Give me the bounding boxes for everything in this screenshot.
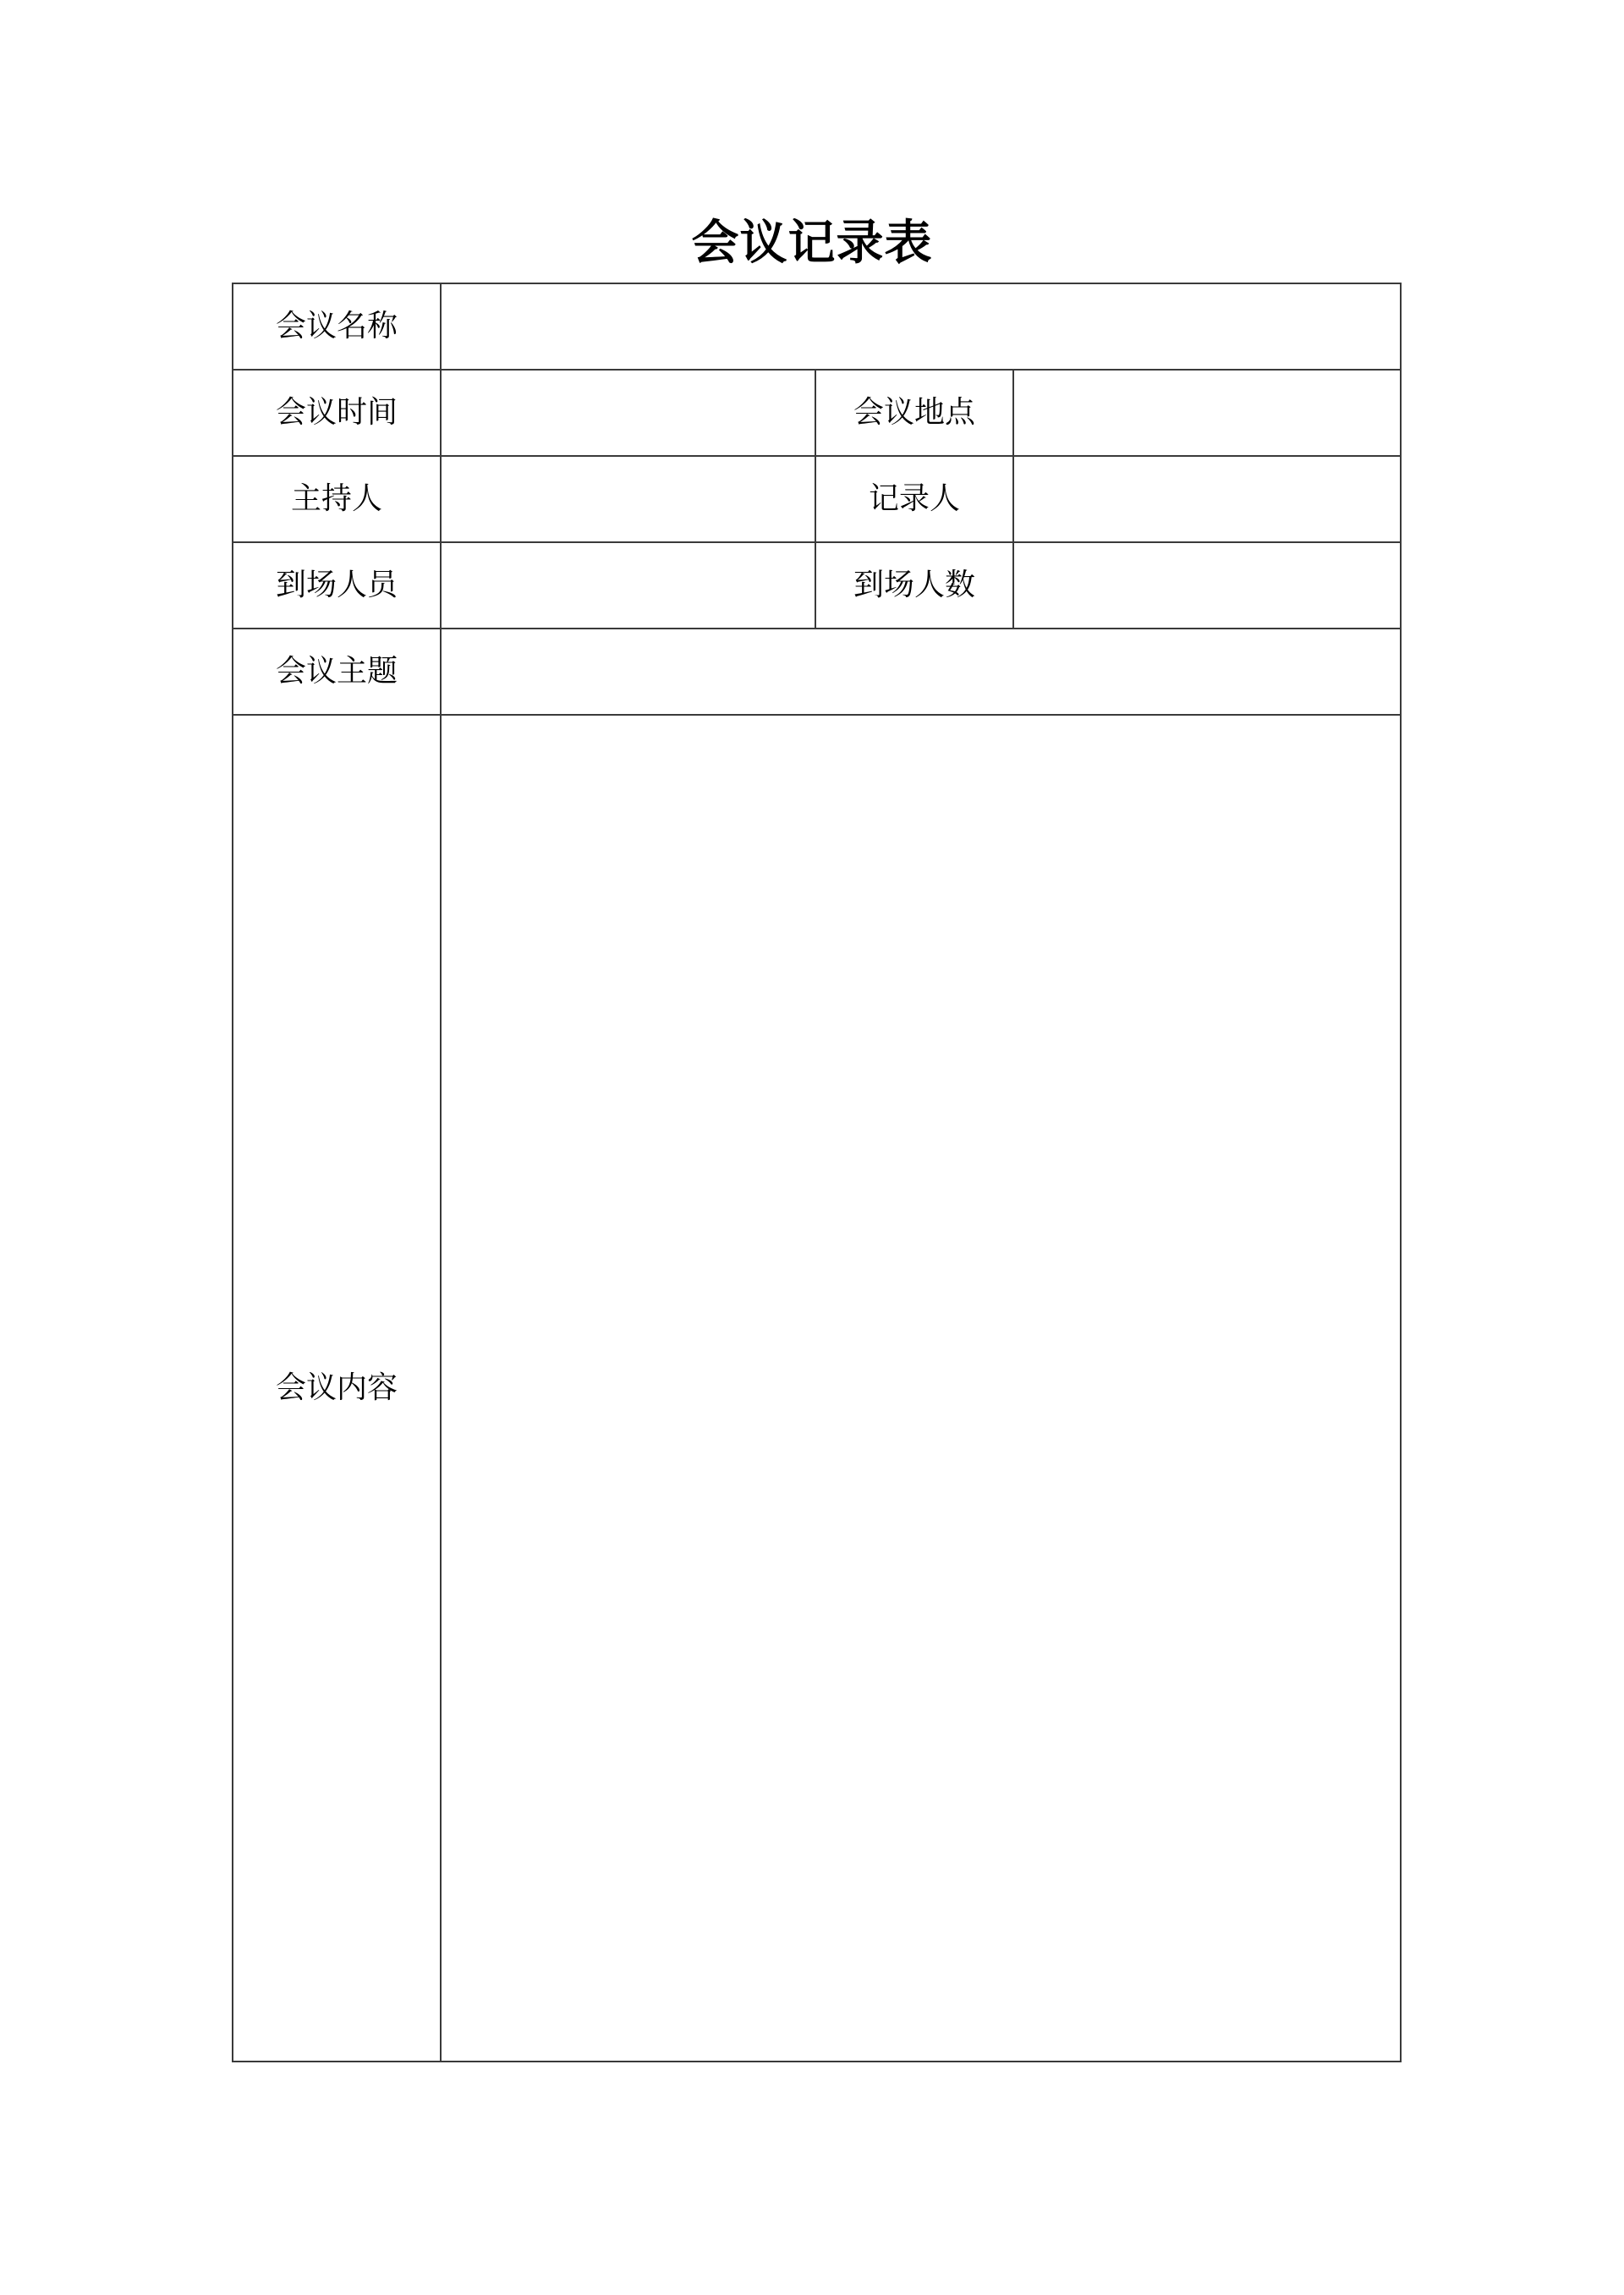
meeting-place-label: 会议地点 — [815, 370, 1013, 456]
meeting-time-label: 会议时间 — [233, 370, 441, 456]
attendees-field[interactable] — [441, 542, 815, 629]
row-meeting-content — [233, 715, 1401, 2062]
host-field[interactable] — [441, 456, 815, 542]
meeting-name-field[interactable] — [441, 283, 1401, 370]
attendee-count-label: 到场人数 — [815, 542, 1013, 629]
row-meeting-topic — [233, 629, 1401, 715]
row-host-recorder — [233, 456, 1401, 542]
meeting-content-field[interactable] — [441, 715, 1401, 2062]
row-time-place — [233, 370, 1401, 456]
attendee-count-field[interactable] — [1013, 542, 1401, 629]
recorder-field[interactable] — [1013, 456, 1401, 542]
document-title: 会议记录表 — [691, 216, 933, 271]
meeting-content-label: 会议内容 — [233, 715, 441, 2062]
meeting-topic-field[interactable] — [441, 629, 1401, 715]
row-meeting-name — [233, 283, 1401, 370]
host-label: 主持人 — [233, 456, 441, 542]
meeting-name-label: 会议名称 — [233, 283, 441, 370]
meeting-topic-label: 会议主题 — [233, 629, 441, 715]
recorder-label: 记录人 — [815, 456, 1013, 542]
attendees-label: 到场人员 — [233, 542, 441, 629]
row-attendees — [233, 542, 1401, 629]
meeting-record-table — [232, 283, 1402, 2062]
meeting-place-field[interactable] — [1013, 370, 1401, 456]
meeting-time-field[interactable] — [441, 370, 815, 456]
